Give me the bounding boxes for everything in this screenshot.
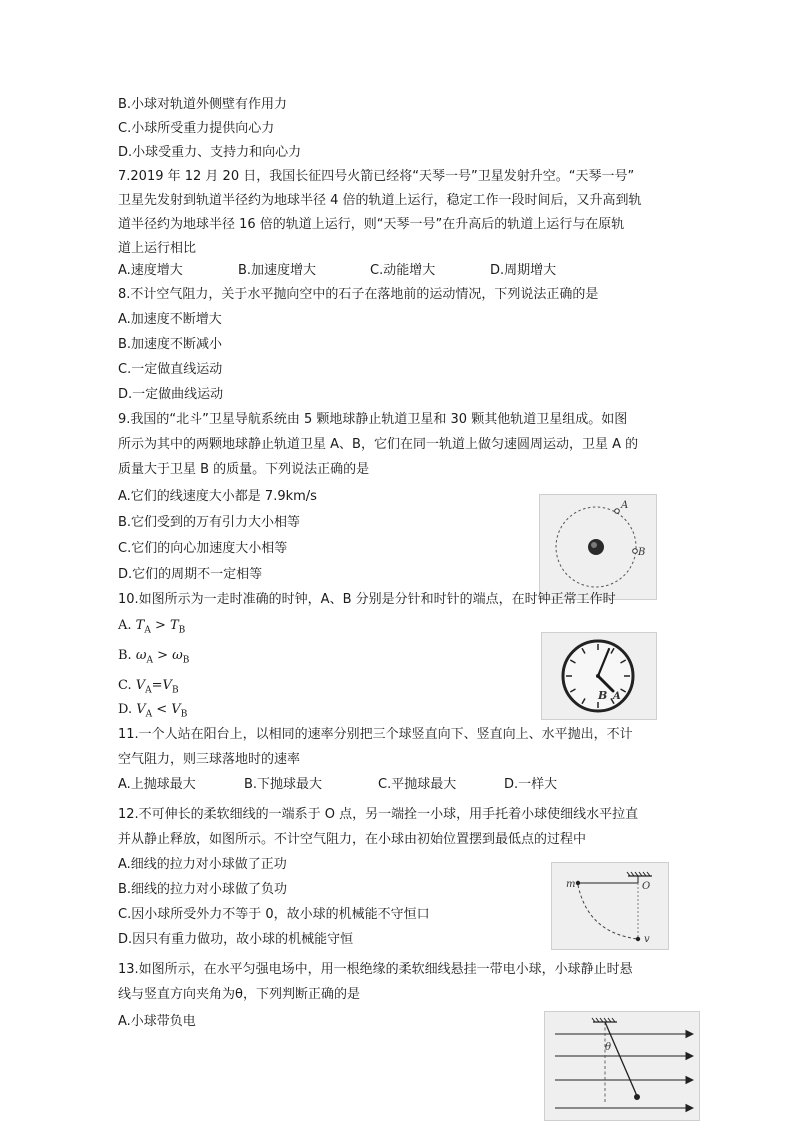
- q9-satellite-b: [633, 549, 638, 554]
- q10-clock-figure: [541, 632, 657, 720]
- q11-option-b: B.下抛球最大: [244, 777, 323, 792]
- q10-option-a: [118, 617, 185, 640]
- q12-option-c: C.因小球所受外力不等于 0，故小球的机械能不守恒口: [118, 907, 430, 922]
- q13-stem-line-2: 线与竖直方向夹角为θ，下列判断正确的是: [118, 987, 360, 1002]
- q12-pendulum-figure: [551, 862, 669, 950]
- q12-label-m: m: [566, 879, 576, 890]
- q7-stem-line-3: 道半径约为地球半径 16 倍的轨道上运行，则“天琴一号”在升高后的轨道上运行与在原轨: [118, 217, 625, 232]
- q10-label-a: A: [613, 691, 621, 702]
- q10-option-a-right-sub: B: [178, 625, 186, 636]
- q7-stem-line-4: 道上运行相比: [118, 241, 197, 256]
- q8-option-a: A.加速度不断增大: [118, 312, 222, 327]
- q9-earth-highlight: [591, 542, 597, 548]
- q10-option-b-prefix: B.: [118, 648, 136, 663]
- q10-option-d: [118, 701, 187, 724]
- q10-option-a-right: T: [170, 618, 179, 633]
- q12-option-a: A.细线的拉力对小球做了正功: [118, 857, 287, 872]
- q10-stem: 10.如图所示为一走时准确的时钟，A、B 分别是分针和时针的端点，在时钟正常工作时: [118, 592, 616, 607]
- q11-stem-line-2: 空气阻力，则三球落地时的速率: [118, 752, 301, 767]
- q13-field-figure: [544, 1011, 700, 1121]
- q13-option-a: A.小球带负电: [118, 1014, 196, 1029]
- q10-option-a-prefix: A.: [118, 618, 136, 633]
- q10-option-c-prefix: C.: [118, 678, 136, 693]
- q10-option-c-right-sub: B: [171, 685, 179, 696]
- q10-clock-svg: [542, 633, 656, 719]
- q10-option-c-left: V: [135, 678, 146, 693]
- q10-option-d-left: V: [136, 702, 146, 717]
- q9-stem-line-1: 9.我国的“北斗”卫星导航系统由 5 颗地球静止轨道卫星和 30 颗其他轨道卫星组成。如图: [118, 412, 628, 427]
- q6-option-d: D.小球受重力、支持力和向心力: [118, 145, 302, 160]
- q7-option-b: B.加速度增大: [238, 263, 317, 278]
- q9-option-d: D.它们的周期不一定相等: [118, 567, 263, 582]
- q7-stem-line-2: 卫星先发射到轨道半径约为地球半径 4 倍的轨道上运行，稳定工作一段时间后，又升高到轨: [118, 193, 642, 208]
- q12-ball-bottom: [636, 937, 640, 941]
- q10-option-d-prefix: D.: [118, 702, 137, 717]
- q12-label-o: O: [642, 881, 651, 892]
- q11-option-c: C.平抛球最大: [378, 777, 457, 792]
- q10-option-d-right: V: [171, 702, 181, 717]
- q12-option-b: B.细线的拉力对小球做了负功: [118, 882, 288, 897]
- q8-option-c: C.一定做直线运动: [118, 362, 223, 377]
- q10-option-a-left-sub: A: [144, 625, 151, 636]
- q10-option-c: [118, 677, 179, 700]
- q6-option-c: C.小球所受重力提供向心力: [118, 121, 275, 136]
- q8-stem: 8.不计空气阻力，关于水平抛向空中的石子在落地前的运动情况，下列说法正确的是: [118, 287, 599, 302]
- q9-label-a: A: [621, 500, 629, 511]
- q6-option-b: B.小球对轨道外侧壁有作用力: [118, 97, 288, 112]
- q9-stem-line-3: 质量大于卫星 B 的质量。下列说法正确的是: [118, 462, 370, 477]
- q8-option-d: D.一定做曲线运动: [118, 387, 224, 402]
- q10-option-a-left: T: [135, 618, 145, 633]
- q9-option-c: C.它们的向心加速度大小相等: [118, 541, 288, 556]
- q9-option-a: A.它们的线速度大小都是 7.9km/s: [118, 489, 317, 504]
- q9-stem-line-2: 所示为其中的两颗地球静止轨道卫星 A、B，它们在同一轨道上做匀速圆周运动，卫星 A 的: [118, 437, 639, 452]
- q9-satellite-a: [615, 509, 620, 514]
- q10-option-c-op: =: [151, 678, 163, 693]
- q7-option-c: C.动能增大: [370, 263, 436, 278]
- q10-option-b-left: ω: [135, 648, 147, 663]
- q10-option-b-left-sub: A: [146, 655, 153, 666]
- q12-swing-path: [578, 885, 638, 939]
- q10-option-c-left-sub: A: [145, 685, 152, 696]
- q10-option-d-left-sub: A: [145, 709, 153, 720]
- q12-option-d: D.因只有重力做功，故小球的机械能守恒: [118, 932, 354, 947]
- q10-option-b-op: >: [152, 648, 173, 663]
- q12-label-v: v: [644, 934, 650, 945]
- q13-charged-ball: [634, 1094, 640, 1100]
- q9-option-b: B.它们受到的万有引力大小相等: [118, 515, 301, 530]
- q9-orbit-figure: [539, 494, 657, 600]
- q12-stem-line-2: 并从静止释放，如图所示。不计空气阻力，在小球由初始位置摆到最低点的过程中: [118, 832, 587, 847]
- q10-option-b-right: ω: [172, 648, 183, 663]
- q9-label-b: B: [638, 547, 646, 558]
- q10-option-b-right-sub: B: [182, 655, 190, 666]
- q7-option-d: D.周期增大: [490, 263, 557, 278]
- q7-stem-line-1: 7.2019 年 12 月 20 日，我国长征四号火箭已经将“天琴一号”卫星发射升空。“天琴一号”: [118, 169, 635, 184]
- q10-option-d-op: <: [152, 702, 172, 717]
- q13-label-theta: θ: [605, 1042, 612, 1053]
- q13-stem-line-1: 13.如图所示，在水平匀强电场中，用一根绝缘的柔软细线悬挂一带电小球，小球静止时悬: [118, 962, 633, 977]
- q13-thread: [605, 1022, 637, 1096]
- q8-option-b: B.加速度不断减小: [118, 337, 223, 352]
- q11-option-a: A.上抛球最大: [118, 777, 196, 792]
- q10-option-a-op: >: [150, 618, 170, 633]
- q10-option-c-right: V: [162, 678, 172, 693]
- q7-options: [118, 262, 556, 280]
- q7-option-a: A.速度增大: [118, 263, 183, 278]
- q10-option-d-right-sub: B: [180, 709, 188, 720]
- q11-options: [118, 776, 557, 794]
- q12-ball-start: [576, 881, 580, 885]
- q10-clock-center: [596, 674, 600, 678]
- q11-stem-line-1: 11.一个人站在阳台上，以相同的速率分别把三个球竖直向下、竖直向上、水平抛出，不计: [118, 727, 633, 742]
- q10-label-b: B: [598, 689, 608, 702]
- q10-option-b: [118, 647, 189, 670]
- q12-stem-line-1: 12.不可伸长的柔软细线的一端系于 O 点，另一端拴一小球，用手托着小球使细线水平拉直: [118, 807, 639, 822]
- q11-option-d: D.一样大: [504, 777, 558, 792]
